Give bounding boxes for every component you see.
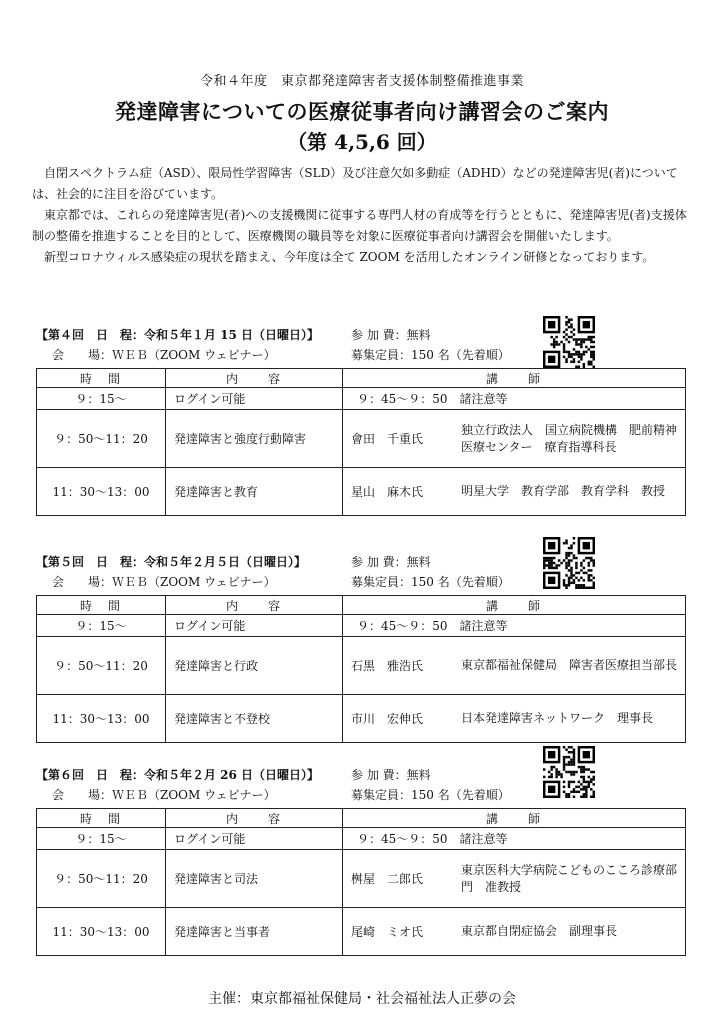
row-content: 発達障害と教育 xyxy=(166,468,343,516)
session-capacity: 募集定員：150 名（先着順） xyxy=(351,788,510,802)
table-row xyxy=(37,908,686,956)
schedule-table xyxy=(36,808,686,956)
lecturer-name: 會田 千重氏 xyxy=(351,432,424,446)
row-content: 発達障害と強度行動障害 xyxy=(166,410,343,468)
row-time: 11：30～13：00 xyxy=(37,695,166,743)
row-lecturer: ９：45～９：50 諸注意等 xyxy=(343,615,686,637)
session-venue: 会 場：ＷＥＢ（ZOOM ウェビナー） xyxy=(52,575,276,589)
header-time: 時 間 xyxy=(37,369,166,388)
lecturer-affiliation: 東京都自閉症協会 副理事長 xyxy=(461,924,618,938)
row-lecturer xyxy=(343,637,686,695)
lecturer-affiliation: 明星大学 教育学部 教育学科 教授 xyxy=(461,484,666,498)
header-lecturer: 講 師 xyxy=(343,369,686,388)
session-fee: 参 加 費：無料 xyxy=(351,328,431,342)
intro-paragraph: 自閉スペクトラム症（ASD）、限局性学習障害（SLD）及び注意欠如多動症（ADHD）などの発達障害児(者)については、社会的に注目を浴びています。 xyxy=(32,166,678,201)
row-time: 11：30～13：00 xyxy=(37,468,166,516)
session-capacity: 募集定員：150 名（先着順） xyxy=(351,575,510,589)
lecturer-name: 石黒 雅浩氏 xyxy=(351,659,424,673)
row-time: ９：50～11：20 xyxy=(37,850,166,908)
session-schedule: 【第４回 日 程：令和５年１月 15 日（日曜日）】 xyxy=(36,328,320,342)
row-lecturer xyxy=(343,850,686,908)
table-row xyxy=(37,615,686,637)
lecturer-affiliation: 独立行政法人 国立病院機構 肥前精神医療センター 療育指導科長 xyxy=(461,422,678,454)
session-capacity: 募集定員：150 名（先着順） xyxy=(351,348,510,362)
row-lecturer xyxy=(343,908,686,956)
lecturer-affiliation: 東京医科大学病院こどものこころ診療部門 准教授 xyxy=(461,862,678,894)
row-time: ９：50～11：20 xyxy=(37,637,166,695)
header-time: 時 間 xyxy=(37,596,166,615)
event-supertitle: 令和４年度 東京都発達障害者支援体制整備推進事業 xyxy=(199,74,524,89)
table-row xyxy=(37,388,686,410)
header-lecturer: 講 師 xyxy=(343,809,686,828)
lecturer-affiliation: 日本発達障害ネットワーク 理事長 xyxy=(461,711,654,725)
row-time: ９：15～ xyxy=(37,828,166,850)
row-lecturer xyxy=(343,468,686,516)
schedule-table xyxy=(36,595,686,743)
session-fee: 参 加 費：無料 xyxy=(351,555,431,569)
session-venue: 会 場：ＷＥＢ（ZOOM ウェビナー） xyxy=(52,348,276,362)
row-time: ９：50～11：20 xyxy=(37,410,166,468)
row-lecturer: ９：45～９：50 諸注意等 xyxy=(343,828,686,850)
organizer-footer: 主催：東京都福祉保健局・社会福祉法人正夢の会 xyxy=(208,991,516,1007)
intro-text xyxy=(32,163,692,268)
qr-code-icon xyxy=(543,537,595,589)
row-lecturer xyxy=(343,410,686,468)
header-content: 内 容 xyxy=(166,596,343,615)
session-venue: 会 場：ＷＥＢ（ZOOM ウェビナー） xyxy=(52,788,276,802)
row-content: ログイン可能 xyxy=(166,828,343,850)
table-row xyxy=(37,410,686,468)
page-subtitle: （第 4,5,6 回） xyxy=(287,130,437,154)
table-row xyxy=(37,468,686,516)
row-lecturer xyxy=(343,695,686,743)
session-schedule: 【第５回 日 程：令和５年２月５日（日曜日）】 xyxy=(36,555,307,569)
table-header-row xyxy=(37,596,686,615)
table-header-row xyxy=(37,809,686,828)
lecturer-name: 桝屋 二郎氏 xyxy=(351,872,424,886)
qr-code-icon xyxy=(543,316,595,368)
row-content: 発達障害と不登校 xyxy=(166,695,343,743)
row-content: 発達障害と司法 xyxy=(166,850,343,908)
row-time: ９：15～ xyxy=(37,615,166,637)
header-content: 内 容 xyxy=(166,809,343,828)
row-content: 発達障害と行政 xyxy=(166,637,343,695)
lecturer-affiliation: 東京都福祉保健局 障害者医療担当部長 xyxy=(461,658,678,672)
lecturer-name: 星山 麻木氏 xyxy=(351,485,424,499)
session-schedule: 【第６回 日 程：令和５年２月 26 日（日曜日）】 xyxy=(36,768,320,782)
intro-paragraph: 新型コロナウィルス感染症の現状を踏まえ、今年度は全て ZOOM を活用したオンライン研修となっております。 xyxy=(44,250,655,264)
header-lecturer: 講 師 xyxy=(343,596,686,615)
table-row xyxy=(37,828,686,850)
table-row xyxy=(37,850,686,908)
row-content: 発達障害と当事者 xyxy=(166,908,343,956)
row-content: ログイン可能 xyxy=(166,388,343,410)
session-fee: 参 加 費：無料 xyxy=(351,768,431,782)
lecturer-name: 尾崎 ミオ氏 xyxy=(351,925,424,939)
schedule-table xyxy=(36,368,686,516)
table-row xyxy=(37,695,686,743)
row-lecturer: ９：45～９：50 諸注意等 xyxy=(343,388,686,410)
intro-paragraph: 東京都では、これらの発達障害児(者)への支援機関に従事する専門人材の育成等を行うとともに、発達障害児(者)支援体制の整備を推進することを目的として、医療機関の職員等を対象に医療従事者向け講習会を開催いたします。 xyxy=(32,208,687,243)
page-title: 発達障害についての医療従事者向け講習会のご案内 xyxy=(114,99,610,124)
lecturer-name: 市川 宏伸氏 xyxy=(351,712,424,726)
row-time: ９：15～ xyxy=(37,388,166,410)
header-content: 内 容 xyxy=(166,369,343,388)
row-content: ログイン可能 xyxy=(166,615,343,637)
header-time: 時 間 xyxy=(37,809,166,828)
row-time: 11：30～13：00 xyxy=(37,908,166,956)
table-row xyxy=(37,637,686,695)
table-header-row xyxy=(37,369,686,388)
qr-code-icon xyxy=(543,746,595,798)
